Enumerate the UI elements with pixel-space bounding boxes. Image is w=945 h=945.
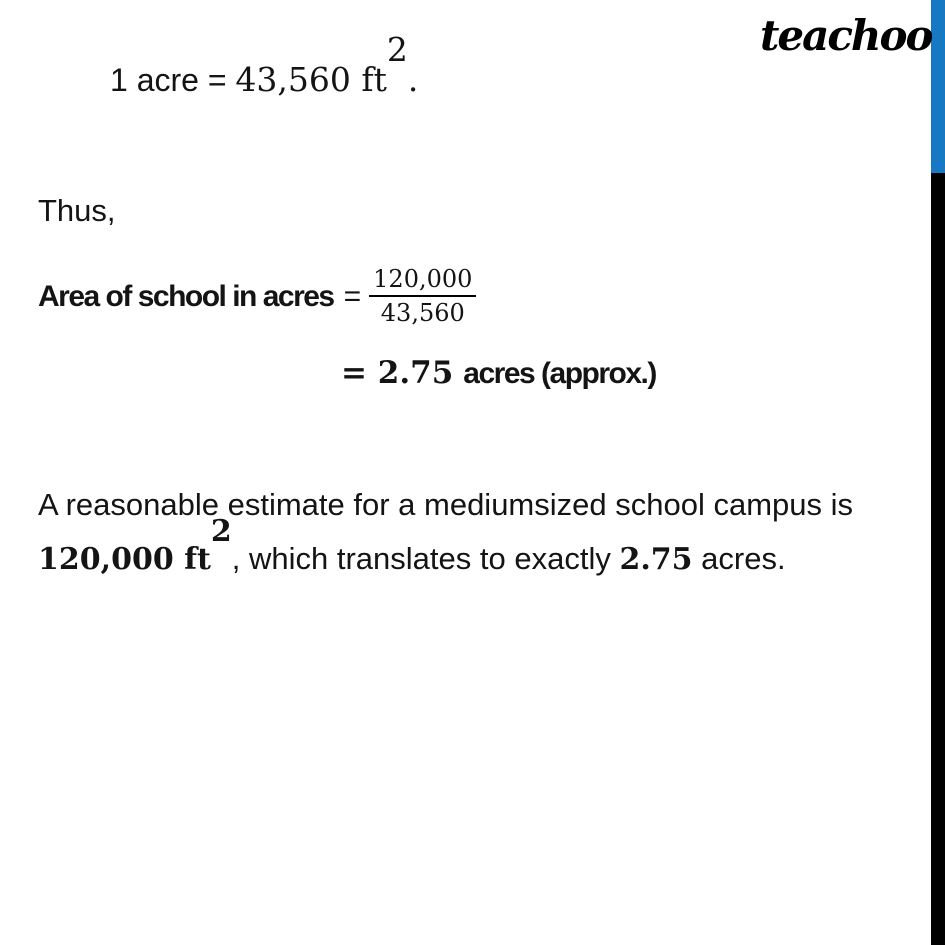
summary-end-text: acres. [692,541,786,576]
conversion-exponent: 2 [386,30,408,70]
blue-edge-bar [931,0,945,173]
conversion-period: . [407,60,419,99]
fraction [369,266,476,327]
result-value: = 2.75 [341,355,454,391]
equation-lhs: Area of school in acres [38,279,334,313]
summary-area-value: 120,000 ft [38,542,211,577]
equation-line [38,266,476,327]
equation-equals: = [343,279,362,313]
conversion-prefix: 1 acre = [110,62,236,98]
conversion-value: 43,560 ft [235,60,387,99]
fraction-numerator: 120,000 [373,265,473,293]
summary-middle-text: , which translates to exactly [231,541,620,576]
black-edge-bar [931,173,945,945]
summary-acres-value: 2.75 [619,542,693,577]
summary-line-2 [38,514,786,579]
result-unit: acres (approx.) [463,357,656,390]
summary-area-exponent: 2 [210,514,232,550]
thus-label: Thus, [38,193,116,228]
teachoo-logo: teachoo [760,11,932,60]
fraction-denominator: 43,560 [380,299,465,327]
acre-conversion-line [110,30,419,100]
result-line [341,355,656,391]
summary-line-1: A reasonable estimate for a mediumsized school campus is [38,487,854,522]
